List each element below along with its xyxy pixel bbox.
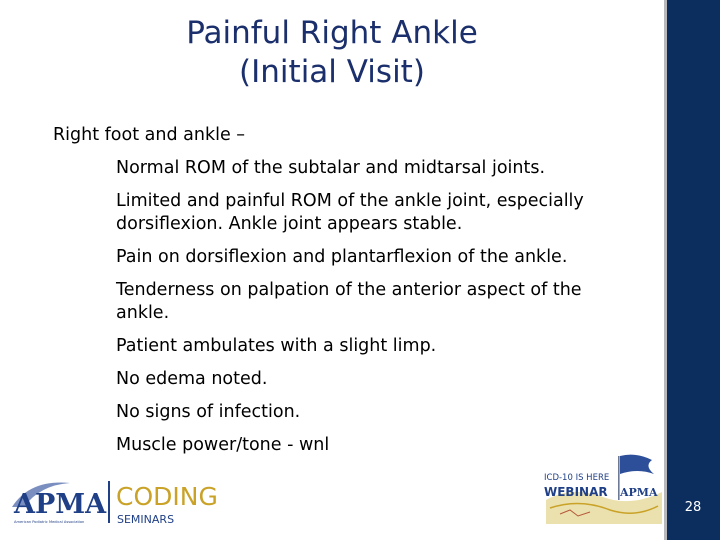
apma-coding-seminars-logo [10, 477, 218, 529]
apma-logo-subtext: American Podiatric Medical Association [14, 520, 85, 524]
finding-item: Normal ROM of the subtalar and midtarsal joints. [116, 158, 546, 178]
right-sidebar [667, 0, 720, 540]
webinar-logo-text: WEBINAR [544, 485, 608, 499]
finding-item: No edema noted. [116, 369, 268, 389]
finding-item: Tenderness on palpation of the anterior aspect of the ankle. [116, 280, 582, 323]
slide-body [53, 124, 643, 467]
flag-icon [620, 455, 654, 474]
icd-logo-text: ICD-10 IS HERE [544, 473, 610, 483]
slide-title [0, 14, 664, 92]
title-line-1: Painful Right Ankle [186, 15, 478, 51]
icd10-webinar-logo [540, 452, 668, 528]
seminars-logo-text: SEMINARS [117, 513, 175, 526]
finding-item: Muscle power/tone - wnl [116, 435, 330, 455]
logo-divider [108, 481, 110, 523]
apma-logo-text: APMA [14, 489, 107, 520]
page-number: 28 [684, 499, 702, 515]
findings-list [53, 157, 643, 457]
coding-logo-text: CODING [116, 482, 218, 511]
title-line-2: (Initial Visit) [239, 54, 425, 90]
finding-item: Pain on dorsiflexion and plantarflexion of the ankle. [116, 247, 568, 267]
finding-item: Limited and painful ROM of the ankle joint, especially dorsiflexion. Ankle joint appears stable. [116, 191, 584, 234]
icd-apma-logo-text: APMA [620, 486, 658, 499]
finding-item: No signs of infection. [116, 402, 301, 422]
lead-line: Right foot and ankle – [53, 125, 246, 145]
finding-item: Patient ambulates with a slight limp. [116, 336, 437, 356]
